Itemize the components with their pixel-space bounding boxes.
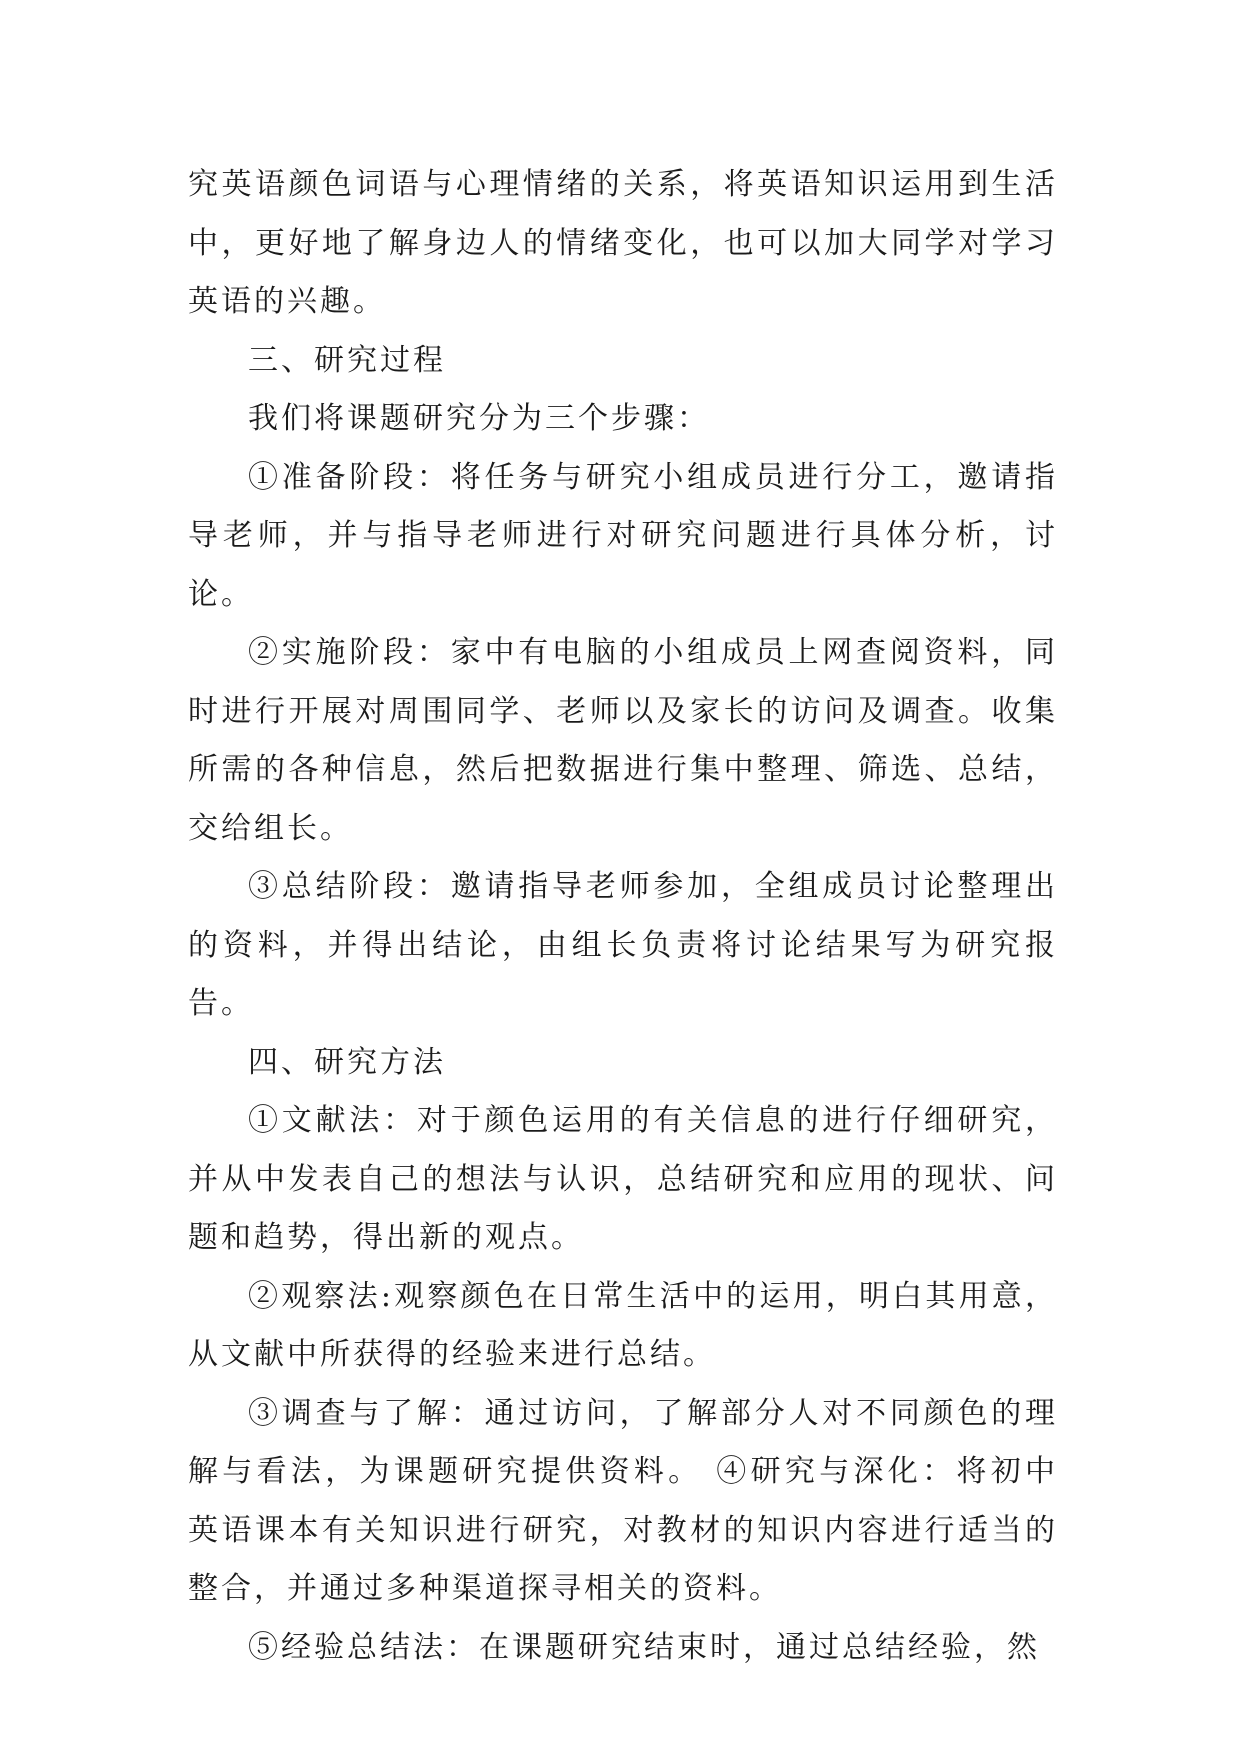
paragraph-summary-stage: ③总结阶段：邀请指导老师参加，全组成员讨论整理出的资料，并得出结论，由组长负责将讨论结果写为研究报告。: [188, 869, 1058, 1021]
paragraph-survey-method: ③调查与了解：通过访问，了解部分人对不同颜色的理解与看法，为课题研究提供资料。 ④研究与深化：将初中英语课本有关知识进行研究，对教材的知识内容进行适当的整合，并通过多种渠道探寻相关的资料。: [188, 1395, 1058, 1606]
paragraph-literature-method: ①文献法：对于颜色运用的有关信息的进行仔细研究，并从中发表自己的想法与认识，总结研究和应用的现状、问题和趋势，得出新的观点。: [188, 1103, 1058, 1255]
paragraph-steps-intro: 我们将课题研究分为三个步骤：: [248, 401, 710, 436]
section-heading-research-methods: 四、研究方法: [248, 1044, 446, 1080]
paragraph-intro-continuation: 究英语颜色词语与心理情绪的关系，将英语知识运用到生活中，更好地了解身边人的情绪变化，也可以加大同学对学习英语的兴趣。: [188, 167, 1058, 319]
paragraph-experience-summary-method: ⑤经验总结法：在课题研究结束时，通过总结经验，然: [248, 1629, 1040, 1665]
paragraph-observation-method: ②观察法:观察颜色在日常生活中的运用，明白其用意，从文献中所获得的经验来进行总结。: [188, 1278, 1058, 1372]
paragraph-implementation-stage: ②实施阶段：家中有电脑的小组成员上网查阅资料，同时进行开展对周围同学、老师以及家长的访问及调查。收集所需的各种信息，然后把数据进行集中整理、筛选、总结，交给组长。: [188, 635, 1058, 846]
paragraph-preparation-stage: ①准备阶段：将任务与研究小组成员进行分工，邀请指导老师，并与指导老师进行对研究问题进行具体分析，讨论。: [188, 459, 1058, 612]
section-heading-research-process: 三、研究过程: [248, 342, 446, 378]
document-body: [188, 156, 1058, 1677]
